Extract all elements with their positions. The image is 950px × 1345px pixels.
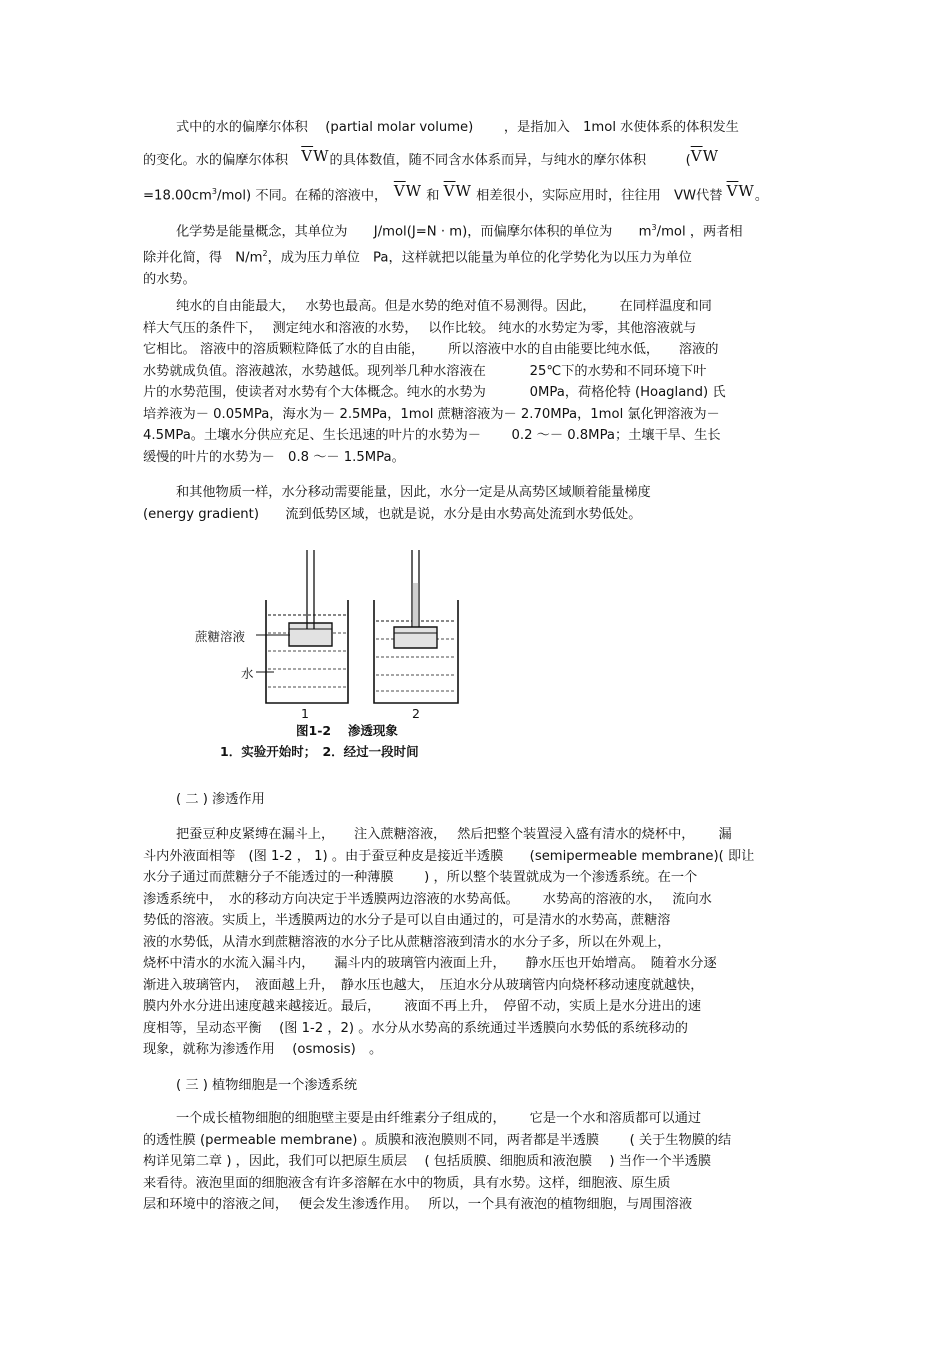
text-line: 的水势。 <box>143 271 196 287</box>
text-line: 层和环境中的溶液之间， 便会发生渗透作用。 所以，一个具有液泡的植物细胞，与周围溶液 <box>143 1197 693 1212</box>
osmosis-figure <box>188 545 488 760</box>
text-line: 化学势是能量概念，其单位为 J/mol(J=N · m)，而偏摩尔体积的单位为 $m^3$/mol ，两者相 <box>176 223 743 240</box>
beaker-2-number: 2 <box>412 706 420 721</box>
text-line: 缓慢的叶片的水势为－ 0.8 ～－ 1.5MPa。 <box>143 449 405 465</box>
text-line: 渗透系统中， 水的移动方向决定于半透膜两边溶液的水势高低。 水势高的溶液的水， 流向水 <box>143 891 712 907</box>
section-heading-plant-cell: ( 三 ) 植物细胞是一个渗透系统 <box>176 1078 358 1093</box>
vw-symbol: $\overline{V}W$ <box>443 182 472 201</box>
text-line: 的透性膜 (permeable membrane) 。质膜和液泡膜则不同，两者都是半透膜 ( 关于生物膜的结 <box>143 1132 732 1148</box>
text-line: 水势就成负值。溶液越浓，水势越低。现列举几种水溶液在 25℃下的水势和不同环境下叶 <box>143 363 707 379</box>
beaker-2 <box>374 550 458 703</box>
beaker-1-number: 1 <box>301 706 309 721</box>
paragraph-energy-gradient <box>143 482 808 525</box>
text-line: 把蚕豆种皮紧缚在漏斗上， 注入蔗糖溶液， 然后把整个装置浸入盛有清水的烧杯中， 漏 <box>176 827 732 842</box>
vw-symbol: $\overline{V}W$ <box>726 182 755 201</box>
text-line: 构详见第二章 ) ，因此，我们可以把原生质层 ( 包括质膜、细胞质和液泡膜 ) 当作一个半透膜 <box>143 1154 712 1169</box>
paragraph-partial-molar-volume <box>143 117 808 207</box>
text-line: 培养液为－ 0.05MPa，海水为－ 2.5MPa，1mol 蔗糖溶液为－ 2.70MPa，1mol 氯化钾溶液为－ <box>143 406 720 422</box>
text-line: (energy gradient) 流到低势区域，也就是说，水分是由水势高处流到水势低处。 <box>143 506 642 522</box>
label-water: 水 <box>241 666 254 681</box>
vw-symbol: $\overline{V}W$ <box>301 146 330 165</box>
paragraph-plant-cell <box>143 1108 808 1216</box>
text-line: 水分子通过而蔗糖分子不能透过的一种薄膜 ) ，所以整个装置就成为一个渗透系统。在一个 <box>143 870 698 885</box>
text-line: 斗内外液面相等 (图 1-2 ， 1) 。由于蚕豆种皮是接近半透膜 (semipermeable membrane)( 即让 <box>143 848 755 864</box>
text-line: 4.5MPa。土壤水分供应充足、生长迅速的叶片的水势为－ 0.2 ～－ 0.8MPa；土壤干旱、生长 <box>143 428 721 443</box>
text-line: 液的水势低，从清水到蔗糖溶液的水分子比从蔗糖溶液到清水的水分子多，所以在外观上， <box>143 934 671 950</box>
paragraph-osmosis <box>143 824 808 1061</box>
figure-caption: 图1-2 渗透现象 <box>296 723 398 738</box>
text-line: 现象，就称为渗透作用 (osmosis) 。 <box>143 1042 383 1057</box>
text-line: 片的水势范围，使读者对水势有个大体概念。纯水的水势为 0MPa，荷格伦特 (Hoagland) 氏 <box>143 385 726 400</box>
text-line: 势低的溶液。实质上，半透膜两边的水分子是可以自由通过的，可是清水的水势高，蔗糖溶 <box>143 913 671 928</box>
text-line: 样大气压的条件下， 测定纯水和溶液的水势， 以作比较。 纯水的水势定为零，其他溶液就与 <box>143 320 697 336</box>
vw-symbol: $\overline{V}W$ <box>690 146 719 165</box>
paragraph-chemical-potential <box>143 217 808 290</box>
text-line: 除并化简，得 $N/m^2$，成为压力单位 Pa，这样就把以能量为单位的化学势化为以压力为单位 <box>143 248 692 266</box>
text-line: 的变化。水的偏摩尔体积 $\overline{V}W$的具体数值，随不同含水体系而异，与纯水的摩尔体积 ($\overline{V}W$ <box>143 146 719 168</box>
beaker-1 <box>266 550 348 703</box>
text-line: 它相比。 溶液中的溶质颗粒降低了水的自由能， 所以溶液中水的自由能要比纯水低， 溶液的 <box>143 342 719 357</box>
text-line: 渐进入玻璃管内， 液面越上升， 静水压也越大， 压迫水分从玻璃管内向烧杯移动速度就越快， <box>143 977 704 993</box>
text-line: 烧杯中清水的水流入漏斗内， 漏斗内的玻璃管内液面上升， 静水压也开始增高。 随着水分逐 <box>143 956 717 971</box>
vw-symbol: $\overline{V}W$ <box>393 182 423 201</box>
label-sucrose-solution: 蔗糖溶液 <box>195 629 246 644</box>
text-line: 膜内外水分进出速度越来越接近。最后， 液面不再上升， 停留不动，实质上是水分进出的速 <box>143 999 702 1014</box>
section-heading-osmosis: ( 二 ) 渗透作用 <box>176 792 265 807</box>
text-line: 纯水的自由能最大， 水势也最高。但是水势的绝对值不易测得。因此， 在同样温度和同 <box>176 299 712 314</box>
text-line: 和其他物质一样，水分移动需要能量，因此，水分一定是从高势区域顺着能量梯度 <box>176 485 651 500</box>
text-line: 一个成长植物细胞的细胞壁主要是由纤维素分子组成的， 它是一个水和溶质都可以通过 <box>176 1111 702 1126</box>
paragraph-water-potential <box>143 296 808 468</box>
text-line: 来看待。液泡里面的细胞液含有许多溶解在水中的物质，具有水势。这样，细胞液、原生质 <box>143 1175 671 1191</box>
figure-subcaption: 1．实验开始时； 2．经过一段时间 <box>220 744 419 759</box>
text-line: $=18.00cm^3/mol$) 不同。在稀的溶液中， $\overline{V}W$ 和 $\overline{V}W$ 相差很小，实际应用时，往往用 VW代替 $\overline{V}W$。 <box>143 182 769 204</box>
text-line: 度相等，呈动态平衡 (图 1-2 ，2) 。水分从水势高的系统通过半透膜向水势低的系统移动的 <box>143 1020 688 1036</box>
text-line: 式中的水的偏摩尔体积 (partial molar volume) ，是指加入 1mol 水使体系的体积发生 <box>176 120 739 135</box>
